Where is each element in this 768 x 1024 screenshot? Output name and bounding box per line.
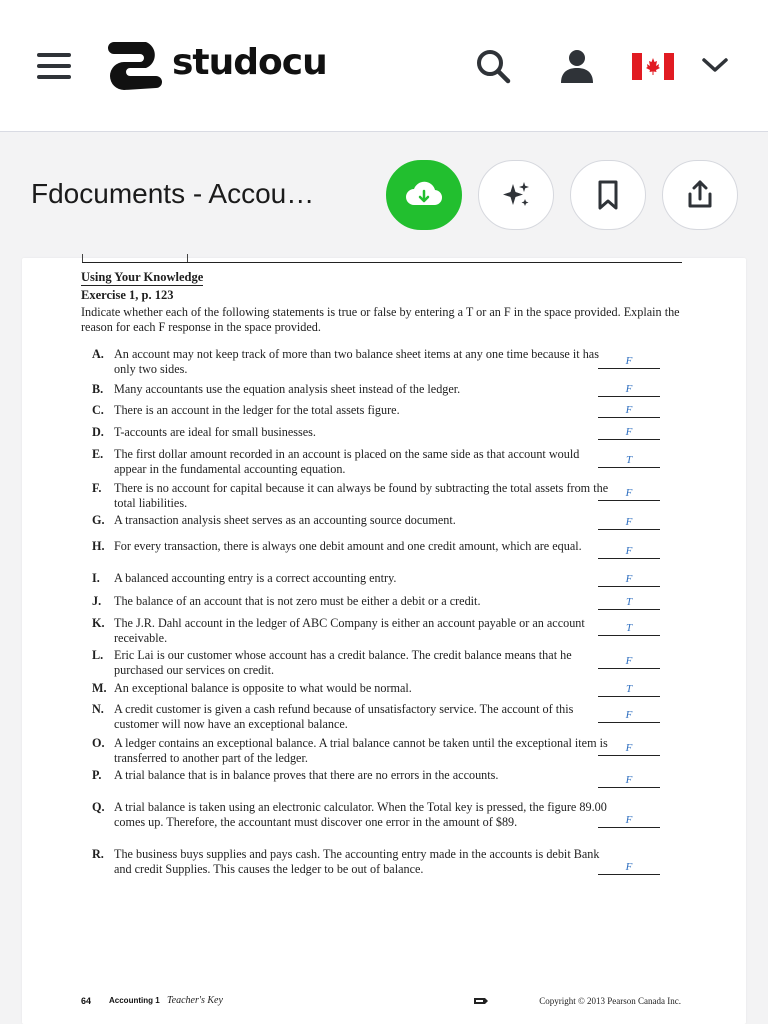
statement-letter: C. [92, 403, 104, 417]
bookmark-button[interactable] [570, 160, 646, 230]
statement-text: A transaction analysis sheet serves as an accounting source document. [114, 513, 456, 527]
statement-text: Many accountants use the equation analysis sheet instead of the ledger. [114, 382, 461, 396]
document-page [22, 258, 746, 1024]
statement-letter: D. [92, 425, 104, 439]
table-divider-tick [82, 254, 83, 262]
statement-letter: J. [92, 594, 102, 608]
statement-text: The balance of an account that is not zero must be either a debit or a credit. [114, 594, 481, 608]
page-number: 64 [81, 996, 92, 1006]
statement-text: The business buys supplies and pays cash. The accounting entry made in the accounts is debit Bank and credit Supplies. This causes the ledger to be out of balance. [114, 847, 600, 876]
statement-text: A ledger contains an exceptional balance. A trial balance cannot be taken until the exceptional item is transferred to another part of the ledger. [114, 736, 608, 765]
statement-letter: F. [92, 481, 102, 495]
statement-letter: O. [92, 736, 105, 750]
statement-text: A trial balance that is in balance proves that there are no errors in the accounts. [114, 768, 499, 782]
answer-field: F [598, 573, 660, 587]
statement-letter: G. [92, 513, 105, 527]
answer-field: F [598, 355, 660, 369]
ai-sparkle-icon [499, 178, 533, 212]
statement-row [92, 403, 612, 418]
statement-row [92, 347, 612, 376]
document-title: Fdocuments - Accou… [31, 178, 315, 209]
answer-field: F [598, 545, 660, 559]
book-subtitle: Teacher's Key [167, 995, 223, 1006]
statement-row [92, 382, 612, 397]
statement-letter: Q. [92, 800, 105, 814]
statement-letter: L. [92, 648, 104, 662]
statement-letter: P. [92, 768, 102, 782]
statement-row [92, 539, 612, 554]
statement-letter: B. [92, 382, 104, 396]
statement-row [92, 513, 612, 528]
statement-text: There is no account for capital because it can always be found by subtracting the total assets from the total liabilities. [114, 481, 609, 510]
statement-text: There is an account in the ledger for the total assets figure. [114, 403, 400, 417]
statement-text: T-accounts are ideal for small businesses. [114, 425, 316, 439]
answer-field: T [598, 596, 660, 610]
answer-field: F [598, 861, 660, 875]
statement-letter: A. [92, 347, 104, 361]
statement-row [92, 800, 612, 829]
share-button[interactable] [662, 160, 738, 230]
answer-field: F [598, 487, 660, 501]
statement-text: The J.R. Dahl account in the ledger of ABC Company is either an account payable or an account receivable. [114, 616, 585, 645]
answer-field: F [598, 814, 660, 828]
statement-letter: M. [92, 681, 107, 695]
share-icon [684, 178, 716, 212]
statement-row [92, 648, 612, 677]
statement-row [92, 847, 612, 876]
statement-row [92, 481, 612, 510]
answer-field: F [598, 383, 660, 397]
answer-field: F [598, 774, 660, 788]
statement-letter: N. [92, 702, 104, 716]
statement-letter: E. [92, 447, 104, 461]
statement-text: A balanced accounting entry is a correct accounting entry. [114, 571, 397, 585]
answer-field: F [598, 742, 660, 756]
publisher-logo-icon [473, 997, 489, 1005]
answer-field: F [598, 516, 660, 530]
page-footer [81, 994, 681, 1008]
copyright: Copyright © 2013 Pearson Canada Inc. [539, 996, 681, 1006]
canada-flag-icon[interactable] [632, 53, 674, 80]
table-divider [82, 262, 682, 263]
download-button[interactable] [386, 160, 462, 230]
answer-field: T [598, 683, 660, 697]
download-icon [404, 179, 444, 211]
statement-row [92, 768, 612, 783]
table-divider-tick [187, 254, 188, 262]
top-navigation-bar [0, 0, 768, 132]
answer-field: F [598, 426, 660, 440]
statement-text: A trial balance is taken using an electronic calculator. When the Total key is pressed, the figure 89.00 comes up. Therefore, the accountant must discover one error in the amount of $89. [114, 800, 607, 829]
answer-field: T [598, 622, 660, 636]
statement-row [92, 616, 612, 645]
studocu-logo[interactable] [106, 38, 327, 94]
user-icon[interactable] [557, 46, 597, 86]
bookmark-icon [594, 179, 622, 211]
studocu-logo-mark-icon [106, 38, 164, 94]
answer-field: F [598, 655, 660, 669]
statement-row [92, 425, 612, 440]
statement-text: For every transaction, there is always one debit amount and one credit amount, which are equal. [114, 539, 582, 553]
book-title: Accounting 1 [109, 996, 160, 1005]
statement-row [92, 702, 612, 731]
statement-row [92, 736, 612, 765]
statement-letter: K. [92, 616, 105, 630]
instructions: Indicate whether each of the following statements is true or false by entering a T or an F in the space provided. Explain the reason for each F response in the space provided. [81, 305, 680, 334]
exercise-title: Exercise 1, p. 123 [81, 288, 174, 302]
statement-text: The first dollar amount recorded in an account is placed on the same side as that account would appear in the fundamental accounting equation. [114, 447, 580, 476]
ai-assistant-button[interactable] [478, 160, 554, 230]
statement-row [92, 447, 612, 476]
answer-field: T [598, 454, 660, 468]
statement-text: An account may not keep track of more than two balance sheet items at any one time because it has only two sides. [114, 347, 599, 376]
statement-text: A credit customer is given a cash refund because of unsatisfactory service. The account of this customer will now have an exceptional balance. [114, 702, 574, 731]
search-icon[interactable] [473, 46, 513, 86]
statement-text: Eric Lai is our customer whose account has a credit balance. The credit balance means that he purchased our services on credit. [114, 648, 572, 677]
statement-row [92, 594, 612, 609]
answer-field: F [598, 709, 660, 723]
statement-letter: I. [92, 571, 100, 585]
brand-name: studocu [172, 41, 327, 83]
chevron-down-icon[interactable] [700, 54, 730, 76]
statement-row [92, 681, 612, 696]
section-title: Using Your Knowledge [81, 270, 204, 284]
answer-field: F [598, 404, 660, 418]
statement-text: An exceptional balance is opposite to what would be normal. [114, 681, 412, 695]
statement-letter: R. [92, 847, 104, 861]
statement-row [92, 571, 612, 586]
statement-letter: H. [92, 539, 105, 553]
menu-icon[interactable] [37, 53, 71, 79]
